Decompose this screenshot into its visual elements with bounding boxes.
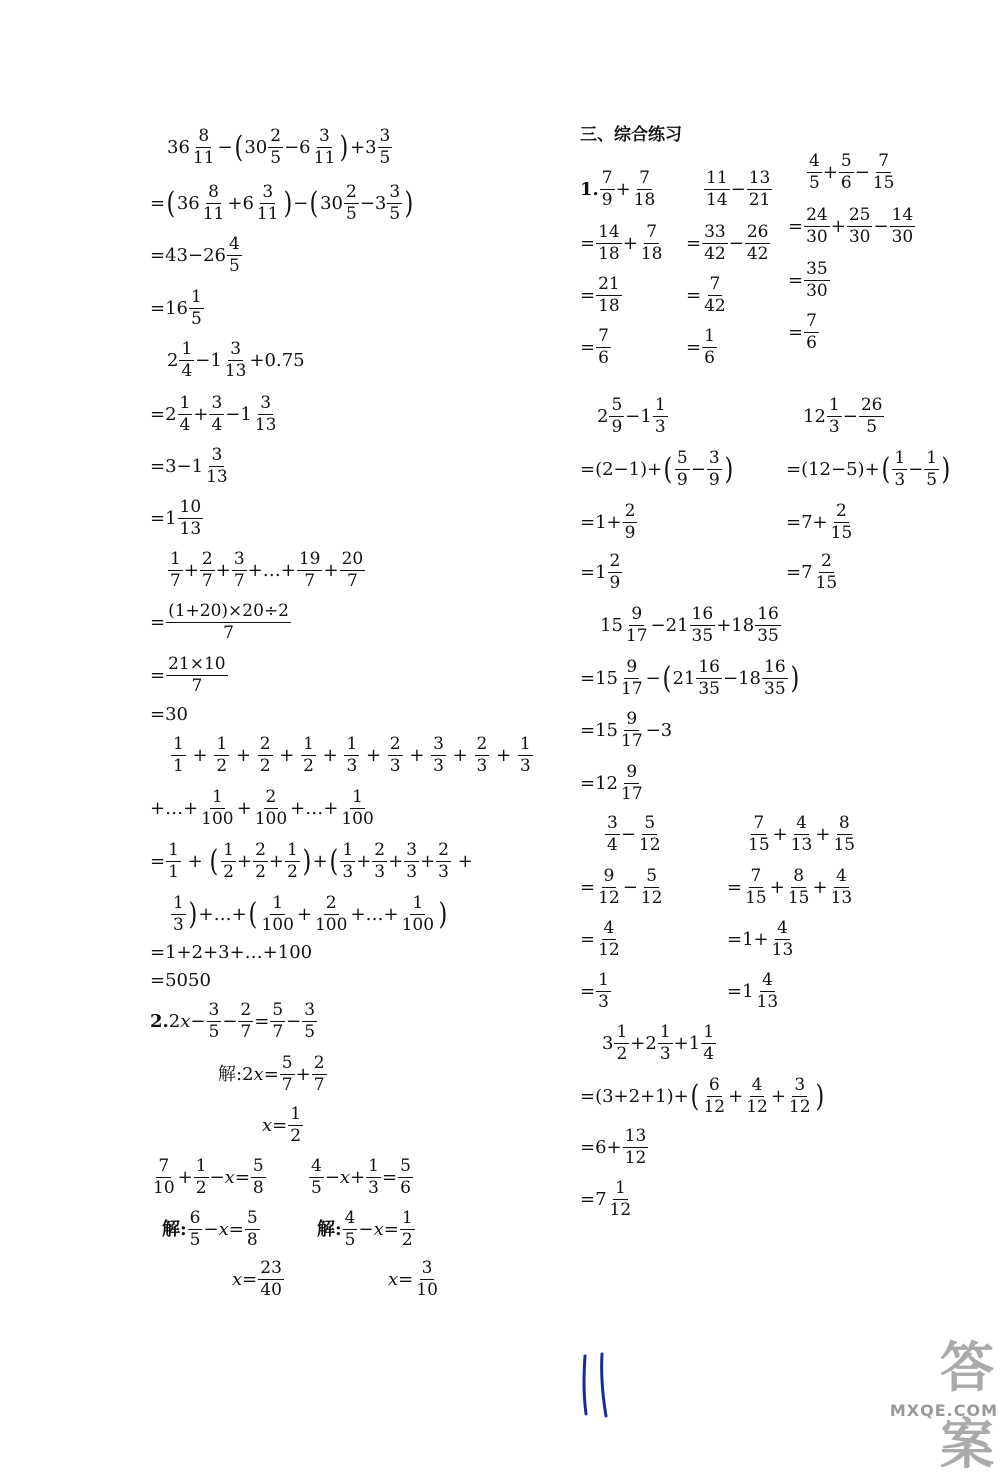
equation-line: = 7 6 xyxy=(788,311,817,353)
equation-line: =(2−1)+ ( 5 9 − 3 9 ) xyxy=(580,448,733,490)
equation-line: = 7 15 + 8 15 + 4 13 xyxy=(727,866,853,908)
equation-line: = 35 30 xyxy=(788,259,828,301)
equation-line: = 14 18 + 7 18 xyxy=(580,222,663,264)
equation-line: =1 4 13 xyxy=(727,970,779,1012)
equation-line: 解: 4 5 − x = 1 2 xyxy=(317,1208,413,1250)
equation-line: 7 15 + 4 13 + 8 15 xyxy=(748,813,856,855)
solve-label: 解: xyxy=(218,1063,243,1085)
equation-line: =43−26 4 5 xyxy=(150,234,240,276)
equation-line: =3−1 3 13 xyxy=(150,445,228,487)
equation-line: =(12−5)+ ( 1 3 − 1 5 ) xyxy=(786,448,951,490)
equation-line: 2. 2 x − 3 5 − 2 7 = 5 7 − 3 5 xyxy=(150,1000,316,1042)
equation-line: = 7 42 xyxy=(686,274,726,316)
equation-line: = 1 3 xyxy=(580,970,609,1012)
equation-line: = 9 12 − 5 12 xyxy=(580,866,663,908)
equation-line: 15 9 17 −21 16 35 +18 16 35 xyxy=(600,604,779,646)
equation-line: 1 1 + 1 2 + 2 2 + 1 2 + 1 3 + 2 3 + 3 3 + 2 3 + 1 3 xyxy=(173,734,531,776)
equation-line: =5050 xyxy=(150,970,211,991)
equation-line: 3 4 − 5 12 xyxy=(607,813,661,855)
equation-line: 解: 6 5 − x = 5 8 xyxy=(162,1208,258,1250)
equation-line: x = 23 40 xyxy=(232,1258,282,1300)
equation-line: 36 8 11 − ( 30 2 5 −6 3 11 ) +3 3 5 xyxy=(167,126,391,168)
equation-line: =2 1 4 + 3 4 −1 3 13 xyxy=(150,393,277,435)
watermark-url: MXQE.COM xyxy=(889,1401,998,1420)
solve-label: 解: xyxy=(317,1218,342,1240)
equation-line: = 7 6 xyxy=(580,326,609,368)
equation-line: =1+2+3+…+100 xyxy=(150,942,313,963)
equation-line: = 33 42 − 26 42 xyxy=(686,222,769,264)
equation-line: =1 2 9 xyxy=(580,551,621,593)
equation-line: =30 xyxy=(150,704,188,725)
equation-line: = ( 36 8 11 +6 3 11 ) − ( 30 2 5 −3 3 5 ) xyxy=(150,182,414,224)
equation-line: 7 10 + 1 2 − x = 5 8 xyxy=(153,1156,264,1198)
section-heading: 三、综合练习 xyxy=(580,125,682,145)
equation-line: =15 9 17 − ( 21 16 35 −18 16 35 ) xyxy=(580,657,799,699)
equation-line: 2 1 4 −1 3 13 +0.75 xyxy=(167,339,305,381)
equation-line: =12 9 17 xyxy=(580,762,643,804)
equation-line: = 4 12 xyxy=(580,918,620,960)
watermark xyxy=(889,1305,1000,1476)
equation-line: 4 5 − x + 1 3 = 5 6 xyxy=(311,1156,411,1198)
handwritten-page-number xyxy=(575,1350,625,1420)
solve-label: 解: xyxy=(162,1218,187,1240)
equation-line: =7 2 15 xyxy=(786,551,838,593)
equation-line: = 24 30 + 25 30 − 14 30 xyxy=(788,205,914,247)
equation-line: 1 7 + 2 7 + 3 7 +…+ 19 7 + 20 7 xyxy=(170,549,364,591)
equation-line: x = 3 10 xyxy=(388,1258,438,1300)
equation-line: = 21×10 7 xyxy=(150,654,226,696)
equation-line: = 1 1 + ( 1 2 + 2 2 + 1 2 ) + ( 1 3 + 2 3 + 3 3 + 2 3 + xyxy=(150,840,473,882)
equation-line: =1+ 4 13 xyxy=(727,918,794,960)
equation-line: =1+ 2 9 xyxy=(580,501,636,543)
equation-line: 11 14 − 13 21 xyxy=(706,168,771,210)
equation-line: 3 1 2 +2 1 3 +1 1 4 xyxy=(602,1022,715,1064)
equation-line: 2 5 9 −1 1 3 xyxy=(597,395,666,437)
question-1-label: 1. xyxy=(580,178,599,200)
equation-line: =16 1 5 xyxy=(150,287,202,329)
equation-line: 1. 7 9 + 7 18 xyxy=(580,168,656,210)
watermark-logo-text: 答案 xyxy=(940,1336,994,1476)
equation-line: = 1 6 xyxy=(686,326,715,368)
equation-line: +…+ 1 100 + 2 100 +…+ 1 100 xyxy=(150,787,374,829)
equation-line: 12 1 3 − 26 5 xyxy=(803,395,883,437)
equation-line: =(3+2+1)+ ( 6 12 + 4 12 + 3 12 ) xyxy=(580,1075,824,1117)
equation-line: x = 1 2 xyxy=(262,1104,302,1146)
equation-line: =15 9 17 −3 xyxy=(580,709,673,751)
equation-line: =7+ 2 15 xyxy=(786,501,853,543)
equation-line: = (1+20)×20÷2 7 xyxy=(150,601,289,643)
equation-line: 1 3 ) +…+ ( 1 100 + 2 100 +…+ 1 100 ) xyxy=(173,893,448,935)
equation-line: 解: 2 x = 5 7 + 2 7 xyxy=(218,1053,325,1095)
equation-line: 4 5 + 5 6 − 7 15 xyxy=(809,151,895,193)
equation-line: =1 10 13 xyxy=(150,497,202,539)
equation-line: =6+ 13 12 xyxy=(580,1126,647,1168)
question-2-label: 2. xyxy=(150,1010,169,1032)
equation-line: = 21 18 xyxy=(580,274,620,316)
equation-line: =7 1 12 xyxy=(580,1178,632,1220)
